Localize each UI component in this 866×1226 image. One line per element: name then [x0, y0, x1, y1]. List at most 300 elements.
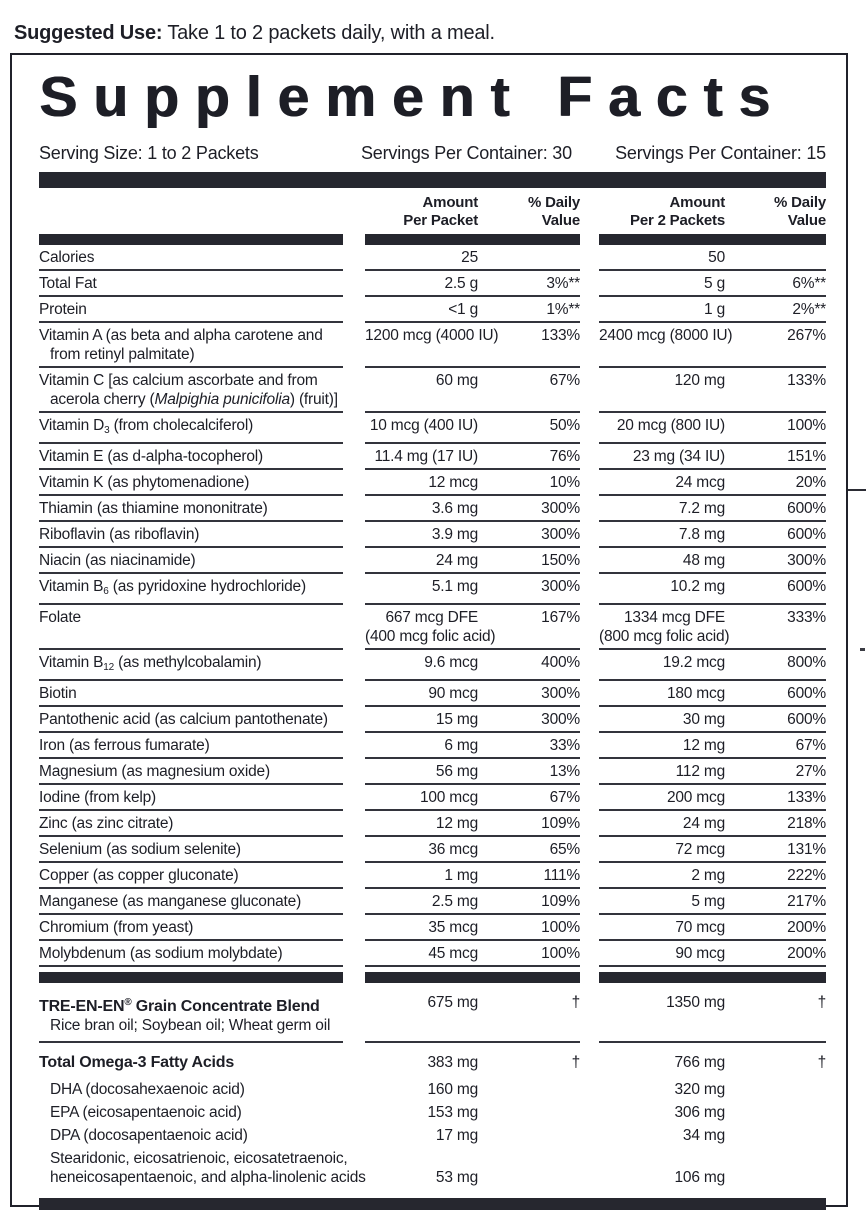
daily-value-per-packet: 300%: [541, 578, 580, 595]
daily-value-per-2-packets: 20%: [795, 474, 826, 491]
table-row: [39, 470, 826, 494]
daily-value-per-2-packets: 217%: [787, 893, 826, 910]
nutrient-name-text: Pantothenic acid (as calcium pantothenate): [39, 711, 328, 728]
amount-per-2-packets: [599, 473, 725, 492]
header-amount-per-2-packets: [599, 194, 725, 230]
row-divider-segment: [39, 442, 343, 444]
row-divider-segment: [365, 269, 580, 271]
amount-per-2-packets: [599, 840, 725, 859]
amount-per-packet: [365, 447, 478, 466]
nutrient-name-line: [39, 710, 365, 729]
nutrient-name-text: Iron (as ferrous fumarate): [39, 737, 210, 754]
daily-value-per-2-packets: 600%: [787, 526, 826, 543]
amount-per-packet-line: 45 mcg: [428, 945, 478, 962]
amount-per-packet-line: 1200 mcg (4000 IU): [365, 327, 499, 344]
row-divider-segment: [365, 520, 580, 522]
nutrient-name-text: Rice bran oil; Soybean oil; Wheat germ oil: [50, 1017, 331, 1034]
amount-per-2-packets-line: 12 mg: [682, 737, 725, 754]
row-divider: [39, 809, 826, 811]
daily-value-per-2-packets: 133%: [787, 372, 826, 389]
row-divider-segment: [39, 887, 343, 889]
row-divider-segment: [39, 411, 343, 413]
nutrient-name-text: Zinc (as zinc citrate): [39, 815, 174, 832]
amount-per-2-packets: [599, 1168, 725, 1187]
nutrient-name: [39, 918, 365, 937]
nutrient-name: [39, 1080, 365, 1099]
row-divider-segment: [599, 603, 826, 605]
nutrient-name-text: Folate: [39, 609, 81, 626]
row-divider-segment: [599, 546, 826, 548]
amount-per-packet: [365, 1126, 478, 1145]
amount-per-2-packets: [599, 1080, 725, 1099]
row-divider: [39, 572, 826, 574]
suggested-use-text: Take 1 to 2 packets daily, with a meal.: [162, 22, 495, 44]
header-line: Value: [787, 212, 826, 229]
amount-per-2-packets: [599, 684, 725, 703]
header-amount-per-packet: [365, 194, 478, 230]
daily-value-per-2-packets: 67%: [795, 737, 826, 754]
table-row: [39, 863, 826, 887]
nutrient-name-line: [39, 274, 365, 293]
row-divider-segment: [599, 705, 826, 707]
row-divider-segment: [365, 809, 580, 811]
table-row: [39, 889, 826, 913]
amount-per-packet-line: 17 mg: [435, 1127, 478, 1144]
row-divider-segment: [39, 572, 343, 574]
amount-per-2-packets-line: 70 mcg: [675, 919, 725, 936]
amount-per-2-packets-line: 19.2 mcg: [662, 654, 725, 671]
daily-value-per-2-packets: 218%: [787, 815, 826, 832]
amount-per-2-packets-line: 5 g: [704, 275, 725, 292]
daily-value-per-packet: 400%: [541, 654, 580, 671]
nutrient-name-line: [39, 788, 365, 807]
header-line: Per Packet: [403, 212, 478, 229]
row-divider: [39, 679, 826, 681]
nutrient-name: [39, 840, 365, 859]
table-row: [39, 271, 826, 295]
amount-per-2-packets: [599, 736, 725, 755]
row-divider-segment: [599, 269, 826, 271]
row-divider-segment: [599, 468, 826, 470]
nutrient-name: [39, 814, 365, 833]
daily-value-per-2-packets: 600%: [787, 711, 826, 728]
amount-per-2-packets: [599, 371, 725, 390]
nutrient-name-line: [39, 499, 365, 518]
row-divider-segment: [365, 603, 580, 605]
nutrient-name-line: [39, 525, 365, 544]
table-row: [39, 759, 826, 783]
daily-value-per-packet: 150%: [541, 552, 580, 569]
row-divider: [39, 705, 826, 707]
nutrient-name-line: [39, 653, 365, 677]
row-divider: [39, 468, 826, 470]
adjacent-panel-rule-fragment: [848, 489, 866, 491]
row-divider-segment: [599, 295, 826, 297]
daily-value-per-2-packets: †: [817, 994, 826, 1011]
amount-per-packet-line: 60 mg: [435, 372, 478, 389]
nutrient-name-line: [39, 551, 365, 570]
row-divider-segment: [365, 321, 580, 323]
amount-per-packet: [365, 300, 478, 319]
amount-per-packet: [365, 866, 478, 885]
amount-per-2-packets: [599, 416, 725, 435]
amount-per-packet: [365, 944, 478, 963]
header-line: Amount: [422, 194, 478, 211]
amount-per-packet-line: 12 mcg: [428, 474, 478, 491]
table-row: [39, 650, 826, 679]
nutrient-name-text: Grain Concentrate Blend: [131, 998, 320, 1015]
daily-value-per-2-packets: 151%: [787, 448, 826, 465]
nutrient-name-line: [39, 608, 365, 627]
amount-per-packet-line: <1 g: [448, 301, 478, 318]
amount-per-2-packets-line: 200 mcg: [666, 789, 725, 806]
nutrient-name-text: 6: [103, 586, 109, 597]
nutrient-name: [39, 866, 365, 885]
amount-per-2-packets: [599, 1053, 725, 1072]
row-divider-segment: [365, 442, 580, 444]
amount-per-2-packets-line: 1334 mcg DFE: [624, 609, 725, 626]
nutrient-name-line: [39, 1149, 365, 1168]
table-row: [39, 1101, 826, 1124]
servings-per-container-30: Servings Per Container: 30: [361, 143, 572, 163]
amount-per-2-packets-line: 2400 mcg (8000 IU): [599, 327, 733, 344]
table-row: [39, 1043, 826, 1078]
section-divider-bar-segment: [599, 972, 826, 983]
nutrient-name: [39, 710, 365, 729]
nutrient-name: [39, 608, 365, 646]
row-divider-segment: [365, 1041, 580, 1043]
row-divider-segment: [39, 648, 343, 650]
daily-value-per-packet: 109%: [541, 893, 580, 910]
nutrient-name-text: (from cholecalciferol): [109, 417, 254, 434]
row-divider-segment: [39, 809, 343, 811]
daily-value-per-packet: 67%: [549, 789, 580, 806]
row-divider-segment: [365, 835, 580, 837]
amount-per-packet-line: 2.5 mg: [431, 893, 478, 910]
amount-per-packet: [365, 326, 499, 345]
supplement-facts-panel: [10, 53, 848, 1207]
row-divider-segment: [365, 939, 580, 941]
row-divider-segment: [599, 809, 826, 811]
table-row: [39, 681, 826, 705]
row-divider-segment: [365, 783, 580, 785]
row-divider: [39, 887, 826, 889]
nutrient-name-line: [39, 326, 365, 345]
amount-per-2-packets-line: 106 mg: [674, 1169, 725, 1186]
amount-per-2-packets-line: 2 mg: [691, 867, 725, 884]
nutrient-name-text: Magnesium (as magnesium oxide): [39, 763, 270, 780]
row-divider-segment: [599, 887, 826, 889]
amount-per-2-packets-line: 24 mcg: [675, 474, 725, 491]
amount-per-2-packets-line: 7.8 mg: [678, 526, 725, 543]
amount-per-2-packets: [599, 944, 725, 963]
row-divider-segment: [39, 295, 343, 297]
amount-per-packet-line: 35 mcg: [428, 919, 478, 936]
row-divider: [39, 731, 826, 733]
nutrient-name: [39, 684, 365, 703]
row-divider-segment: [365, 887, 580, 889]
amount-per-2-packets-line: 112 mg: [675, 763, 725, 780]
table-row: [39, 522, 826, 546]
nutrient-name: [39, 300, 365, 319]
row-divider-segment: [599, 442, 826, 444]
row-divider-segment: [365, 468, 580, 470]
nutrient-name-line: [39, 993, 365, 1016]
amount-per-2-packets-line: 1350 mg: [666, 994, 725, 1011]
daily-value-per-2-packets: 100%: [787, 417, 826, 434]
amount-per-2-packets-line: 72 mcg: [675, 841, 725, 858]
amount-per-2-packets-line: 180 mcg: [666, 685, 725, 702]
amount-per-packet-line: 24 mg: [435, 552, 478, 569]
amount-per-2-packets-line: 30 mg: [682, 711, 725, 728]
header-divider-bar-segment: [599, 234, 826, 245]
amount-per-2-packets-line: (800 mcg folic acid): [599, 628, 730, 645]
row-divider: [39, 494, 826, 496]
daily-value-per-2-packets: 133%: [787, 789, 826, 806]
amount-per-packet: [365, 736, 478, 755]
nutrient-name-text: 12: [103, 662, 114, 673]
nutrient-name-line: [39, 1103, 365, 1122]
header-divider-bar: [39, 234, 826, 245]
nutrient-name-line: [39, 473, 365, 492]
nutrient-name-line: [39, 300, 365, 319]
nutrient-name-text: acerola cherry (: [50, 391, 155, 408]
amount-per-2-packets: [599, 499, 725, 518]
row-divider-segment: [39, 861, 343, 863]
row-divider-segment: [39, 366, 343, 368]
row-divider-segment: [599, 731, 826, 733]
amount-per-packet-line: 15 mg: [435, 711, 478, 728]
row-divider: [39, 913, 826, 915]
amount-per-2-packets-line: 5 mg: [691, 893, 725, 910]
daily-value-per-2-packets: 300%: [787, 552, 826, 569]
nutrient-name: [39, 499, 365, 518]
amount-per-2-packets-line: 1 g: [704, 301, 725, 318]
amount-per-packet-line: 2.5 g: [444, 275, 478, 292]
nutrient-name-line: [39, 944, 365, 963]
amount-per-packet: [365, 684, 478, 703]
nutrient-name-text: Manganese (as manganese gluconate): [39, 893, 302, 910]
amount-per-packet-line: 1 mg: [444, 867, 478, 884]
nutrient-name-text: (as methylcobalamin): [113, 654, 262, 671]
daily-value-per-packet: 67%: [549, 372, 580, 389]
amount-per-2-packets-line: 23 mg (34 IU): [632, 448, 725, 465]
daily-value-per-packet: 1%**: [546, 301, 580, 318]
row-divider: [39, 861, 826, 863]
column-headers: [39, 194, 826, 230]
row-divider-segment: [365, 295, 580, 297]
amount-per-2-packets-line: 34 mg: [682, 1127, 725, 1144]
adjacent-panel-dagger-fragment: [860, 648, 865, 651]
amount-per-2-packets: [599, 653, 725, 672]
nutrient-name-text: EPA (eicosapentaenoic acid): [50, 1104, 242, 1121]
row-divider-segment: [39, 757, 343, 759]
daily-value-per-packet: 13%: [549, 763, 580, 780]
nutrient-name-text: Vitamin A (as beta and alpha carotene and: [39, 327, 323, 344]
nutrient-name-line: [39, 1053, 365, 1072]
table-row: [39, 496, 826, 520]
panel-title: Supplement Facts: [39, 65, 786, 129]
row-divider-segment: [39, 546, 343, 548]
amount-per-packet-line: (400 mcg folic acid): [365, 628, 496, 645]
nutrient-name-text: Calories: [39, 249, 95, 266]
amount-per-packet: [365, 274, 478, 293]
nutrient-name-line: [39, 577, 365, 601]
amount-per-packet: [365, 416, 478, 435]
nutrient-name-text: Molybdenum (as sodium molybdate): [39, 945, 283, 962]
nutrient-name-text: Chromium (from yeast): [39, 919, 194, 936]
nutrient-name-text: Iodine (from kelp): [39, 789, 157, 806]
row-divider-segment: [365, 648, 580, 650]
nutrient-name-text: Vitamin E (as d-alpha-tocopherol): [39, 448, 264, 465]
amount-per-2-packets: [599, 608, 730, 646]
nutrient-name: [39, 525, 365, 544]
amount-per-2-packets: [599, 326, 733, 345]
row-divider: [39, 648, 826, 650]
row-divider-segment: [39, 468, 343, 470]
row-divider: [39, 295, 826, 297]
daily-value-per-2-packets: 800%: [787, 654, 826, 671]
table-row: [39, 413, 826, 442]
daily-value-per-2-packets: 333%: [787, 609, 826, 626]
amount-per-packet: [365, 814, 478, 833]
nutrient-name: [39, 274, 365, 293]
nutrient-name-text: Vitamin D: [39, 417, 105, 434]
row-divider-segment: [365, 861, 580, 863]
nutrient-table: [39, 245, 826, 1189]
amount-per-packet-line: 100 mcg: [419, 789, 478, 806]
daily-value-per-2-packets: 222%: [787, 867, 826, 884]
nutrient-name-text: Total Omega-3 Fatty Acids: [39, 1054, 235, 1071]
amount-per-2-packets: [599, 762, 725, 781]
row-divider-segment: [39, 731, 343, 733]
amount-per-packet-line: 53 mg: [435, 1169, 478, 1186]
daily-value-per-packet: 167%: [541, 609, 580, 626]
nutrient-name-text: Selenium (as sodium selenite): [39, 841, 241, 858]
nutrient-name-text: ) (fruit)]: [289, 391, 338, 408]
nutrient-name-text: Protein: [39, 301, 87, 318]
row-divider-segment: [599, 411, 826, 413]
amount-per-2-packets-line: 48 mg: [682, 552, 725, 569]
amount-per-packet: [365, 1080, 478, 1099]
amount-per-2-packets: [599, 892, 725, 911]
top-divider-bar: [39, 172, 826, 188]
nutrient-name-line: [39, 447, 365, 466]
amount-per-packet: [365, 892, 478, 911]
header-divider-bar-segment: [39, 234, 343, 245]
row-divider-segment: [599, 835, 826, 837]
amount-per-2-packets: [599, 551, 725, 570]
amount-per-2-packets-line: 306 mg: [674, 1104, 725, 1121]
amount-per-packet: [365, 608, 496, 646]
amount-per-packet-line: 6 mg: [444, 737, 478, 754]
amount-per-packet: [365, 525, 478, 544]
amount-per-2-packets: [599, 993, 725, 1012]
row-divider-segment: [599, 679, 826, 681]
daily-value-per-packet: 111%: [543, 867, 580, 884]
header-divider-bar-segment: [365, 234, 580, 245]
amount-per-2-packets: [599, 710, 725, 729]
table-row: [39, 941, 826, 965]
amount-per-2-packets-line: 120 mg: [674, 372, 725, 389]
amount-per-2-packets-line: 766 mg: [674, 1054, 725, 1071]
row-divider-segment: [39, 269, 343, 271]
bottom-divider-bar: [39, 1198, 826, 1210]
row-divider-segment: [365, 965, 580, 967]
nutrient-name-line: [39, 371, 365, 390]
row-divider: [39, 269, 826, 271]
header-line: Value: [541, 212, 580, 229]
amount-per-packet: [365, 1103, 478, 1122]
nutrient-name: [39, 1126, 365, 1145]
nutrient-name: [39, 993, 365, 1035]
nutrient-name: [39, 416, 365, 440]
nutrient-name-line: [39, 684, 365, 703]
daily-value-per-packet: 300%: [541, 711, 580, 728]
amount-per-packet: [365, 788, 478, 807]
amount-per-packet: [365, 653, 478, 672]
nutrient-name-line: [39, 345, 365, 364]
amount-per-packet-line: 10 mcg (400 IU): [369, 417, 478, 434]
nutrient-name-line: [39, 814, 365, 833]
nutrient-name-line: [39, 866, 365, 885]
row-divider: [39, 321, 826, 323]
amount-per-2-packets-line: 24 mg: [682, 815, 725, 832]
nutrient-name: [39, 326, 365, 364]
row-divider-segment: [39, 705, 343, 707]
row-divider-segment: [39, 1041, 343, 1043]
row-divider-segment: [599, 939, 826, 941]
daily-value-per-2-packets: 600%: [787, 500, 826, 517]
amount-per-2-packets: [599, 274, 725, 293]
row-divider: [39, 835, 826, 837]
table-row: [39, 605, 826, 648]
amount-per-packet-line: 25: [461, 249, 478, 266]
row-divider: [39, 366, 826, 368]
amount-per-2-packets: [599, 447, 725, 466]
amount-per-packet: [365, 918, 478, 937]
daily-value-per-2-packets: 2%**: [792, 301, 826, 318]
nutrient-name: [39, 653, 365, 677]
nutrient-name-line: [39, 762, 365, 781]
nutrient-name: [39, 371, 365, 409]
nutrient-name-line: [39, 736, 365, 755]
daily-value-per-2-packets: 200%: [787, 945, 826, 962]
amount-per-2-packets-line: 20 mcg (800 IU): [616, 417, 725, 434]
nutrient-name-text: Vitamin C [as calcium ascorbate and from: [39, 372, 318, 389]
row-divider-segment: [39, 965, 343, 967]
nutrient-name: [39, 1053, 365, 1072]
serving-size: Serving Size: 1 to 2 Packets: [39, 143, 259, 163]
row-divider-segment: [599, 520, 826, 522]
daily-value-per-packet: 33%: [549, 737, 580, 754]
row-divider-segment: [39, 520, 343, 522]
amount-per-packet: [365, 993, 478, 1012]
section-divider-bar-segment: [39, 972, 343, 983]
nutrient-name-text: Riboflavin (as riboflavin): [39, 526, 200, 543]
table-row: [39, 1147, 826, 1189]
row-divider-segment: [599, 861, 826, 863]
amount-per-packet: [365, 710, 478, 729]
row-divider-segment: [39, 679, 343, 681]
row-divider-segment: [599, 321, 826, 323]
daily-value-per-packet: 3%**: [546, 275, 580, 292]
amount-per-packet: [365, 762, 478, 781]
header-line: % Daily: [774, 194, 826, 211]
nutrient-name-text: ®: [124, 997, 132, 1008]
amount-per-packet-line: 3.9 mg: [431, 526, 478, 543]
nutrient-name-text: Biotin: [39, 685, 77, 702]
